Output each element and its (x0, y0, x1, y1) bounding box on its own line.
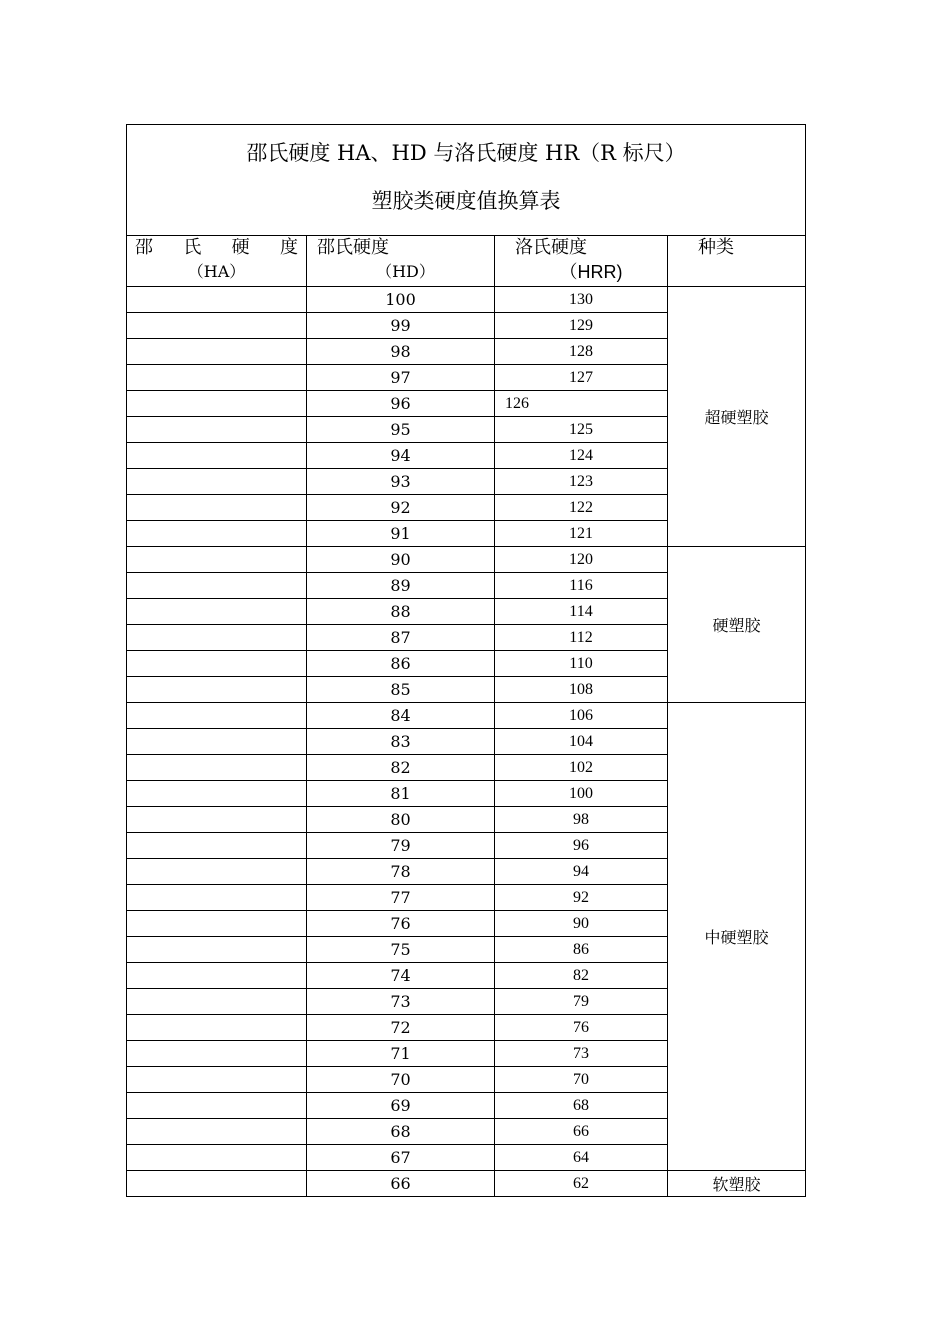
cell-hd: 83 (307, 729, 495, 755)
cell-hd: 82 (307, 755, 495, 781)
cell-hrr: 122 (495, 495, 668, 521)
header-hrr-unit: （HRR) (559, 262, 623, 282)
cell-hrr: 62 (495, 1171, 668, 1197)
cell-ha (127, 495, 307, 521)
cell-hd: 100 (307, 287, 495, 313)
table-title-cell (127, 125, 806, 236)
cell-ha (127, 391, 307, 417)
cell-hrr: 123 (495, 469, 668, 495)
cell-hd: 66 (307, 1171, 495, 1197)
cell-hrr: 114 (495, 599, 668, 625)
cell-hd: 75 (307, 937, 495, 963)
cell-hrr: 124 (495, 443, 668, 469)
cell-hd: 98 (307, 339, 495, 365)
cell-hd: 93 (307, 469, 495, 495)
cell-ha (127, 859, 307, 885)
header-hd (307, 236, 495, 287)
cell-hrr: 73 (495, 1041, 668, 1067)
cell-hrr: 120 (495, 547, 668, 573)
cell-hd: 86 (307, 651, 495, 677)
cell-hrr: 112 (495, 625, 668, 651)
cell-hrr: 68 (495, 1093, 668, 1119)
cell-hd: 85 (307, 677, 495, 703)
cell-hd: 97 (307, 365, 495, 391)
cell-ha (127, 729, 307, 755)
cell-ha (127, 1067, 307, 1093)
cell-ha (127, 1119, 307, 1145)
cell-ha (127, 781, 307, 807)
cell-ha (127, 703, 307, 729)
header-ha (127, 236, 307, 287)
cell-hd: 70 (307, 1067, 495, 1093)
cell-hd: 91 (307, 521, 495, 547)
cell-hrr: 129 (495, 313, 668, 339)
cell-ha (127, 1041, 307, 1067)
cell-kind: 硬塑胶 (668, 547, 806, 703)
cell-hd: 89 (307, 573, 495, 599)
header-ha-char: 邵 (135, 237, 153, 258)
cell-hrr: 86 (495, 937, 668, 963)
cell-kind: 软塑胶 (668, 1171, 806, 1197)
conversion-table-sheet (126, 124, 805, 1197)
cell-hd: 74 (307, 963, 495, 989)
cell-hrr: 127 (495, 365, 668, 391)
cell-hrr: 98 (495, 807, 668, 833)
table-title: 邵氏硬度 HA、HD 与洛氏硬度 HR（R 标尺） (246, 141, 686, 165)
cell-hrr: 130 (495, 287, 668, 313)
cell-hrr: 104 (495, 729, 668, 755)
cell-hd: 78 (307, 859, 495, 885)
cell-ha (127, 937, 307, 963)
cell-ha (127, 833, 307, 859)
cell-hrr: 79 (495, 989, 668, 1015)
cell-ha (127, 755, 307, 781)
cell-ha (127, 1015, 307, 1041)
cell-hd: 88 (307, 599, 495, 625)
cell-hd: 87 (307, 625, 495, 651)
cell-ha (127, 339, 307, 365)
cell-hrr: 126 (495, 391, 668, 417)
cell-ha (127, 521, 307, 547)
cell-hrr: 90 (495, 911, 668, 937)
hardness-conversion-table (126, 124, 806, 1197)
table-row (127, 287, 806, 313)
cell-hd: 71 (307, 1041, 495, 1067)
cell-hrr: 82 (495, 963, 668, 989)
cell-hd: 84 (307, 703, 495, 729)
cell-hrr: 110 (495, 651, 668, 677)
cell-hrr: 108 (495, 677, 668, 703)
cell-hrr: 64 (495, 1145, 668, 1171)
cell-hd: 95 (307, 417, 495, 443)
cell-hd: 81 (307, 781, 495, 807)
cell-hrr: 106 (495, 703, 668, 729)
cell-hd: 79 (307, 833, 495, 859)
header-hrr (495, 236, 668, 287)
cell-ha (127, 963, 307, 989)
cell-hrr: 96 (495, 833, 668, 859)
header-hrr-label: 洛氏硬度 (515, 237, 587, 258)
table-row (127, 1171, 806, 1197)
cell-hrr: 116 (495, 573, 668, 599)
cell-kind: 超硬塑胶 (668, 287, 806, 547)
cell-hd: 73 (307, 989, 495, 1015)
cell-ha (127, 443, 307, 469)
cell-ha (127, 989, 307, 1015)
cell-ha (127, 807, 307, 833)
cell-ha (127, 573, 307, 599)
cell-ha (127, 547, 307, 573)
cell-ha (127, 651, 307, 677)
cell-hd: 99 (307, 313, 495, 339)
cell-ha (127, 1093, 307, 1119)
cell-hrr: 92 (495, 885, 668, 911)
cell-hd: 69 (307, 1093, 495, 1119)
cell-hrr: 70 (495, 1067, 668, 1093)
cell-ha (127, 287, 307, 313)
cell-hd: 72 (307, 1015, 495, 1041)
cell-hrr: 66 (495, 1119, 668, 1145)
table-row (127, 703, 806, 729)
header-hd-unit: （HD） (376, 262, 435, 281)
cell-ha (127, 313, 307, 339)
header-kind (668, 236, 806, 287)
header-hd-label: 邵氏硬度 (317, 237, 389, 258)
cell-hrr: 100 (495, 781, 668, 807)
cell-ha (127, 1171, 307, 1197)
cell-hrr: 76 (495, 1015, 668, 1041)
cell-ha (127, 885, 307, 911)
cell-hrr: 94 (495, 859, 668, 885)
cell-hd: 94 (307, 443, 495, 469)
cell-ha (127, 1145, 307, 1171)
cell-ha (127, 625, 307, 651)
cell-hd: 96 (307, 391, 495, 417)
cell-hd: 80 (307, 807, 495, 833)
cell-hrr: 121 (495, 521, 668, 547)
header-ha-char: 硬 (231, 237, 250, 258)
cell-hd: 92 (307, 495, 495, 521)
header-ha-char: 度 (279, 237, 298, 258)
cell-hd: 68 (307, 1119, 495, 1145)
cell-ha (127, 677, 307, 703)
header-ha-unit: （HA） (187, 262, 246, 281)
cell-hrr: 102 (495, 755, 668, 781)
cell-ha (127, 599, 307, 625)
cell-hd: 90 (307, 547, 495, 573)
table-subtitle: 塑胶类硬度值换算表 (371, 189, 561, 213)
table-row (127, 547, 806, 573)
cell-hd: 77 (307, 885, 495, 911)
cell-hrr: 128 (495, 339, 668, 365)
cell-ha (127, 365, 307, 391)
cell-ha (127, 417, 307, 443)
cell-ha (127, 911, 307, 937)
cell-hd: 67 (307, 1145, 495, 1171)
header-row (127, 236, 806, 287)
cell-hd: 76 (307, 911, 495, 937)
cell-kind: 中硬塑胶 (668, 703, 806, 1171)
cell-hrr: 125 (495, 417, 668, 443)
header-kind-label: 种类 (698, 237, 734, 258)
cell-ha (127, 469, 307, 495)
header-ha-char: 氏 (183, 237, 202, 258)
